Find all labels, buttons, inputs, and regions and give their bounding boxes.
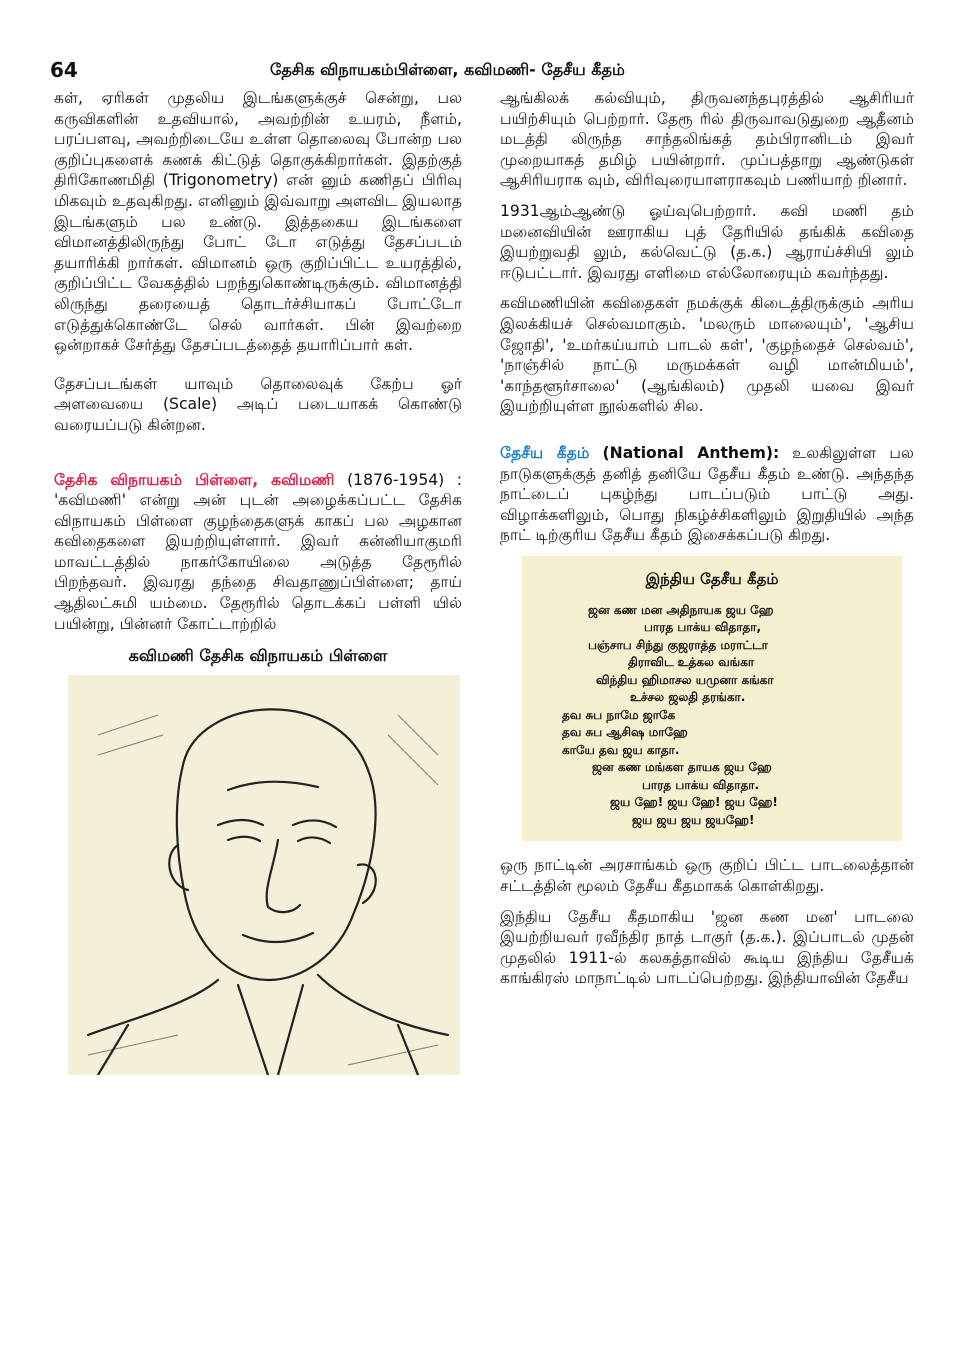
- anthem-box-title: இந்திய தேசீய கீதம்: [645, 569, 779, 588]
- left-paragraph-1: கள், ஏரிகள் முதலிய இடங்களுக்குச் சென்று, பல கருவிகளின் உதவியால், அவற்றின் உயரம், நீளம், பரப்பளவு, அவற்றிடையே உள்ள தொலைவு போன்ற பல குறிப்புகளைக் கணக் கிட்டுத் தொகுக்கிறார்கள். இதற்குத் திரிகோணமிதி (Trigonometry) என் னும் கணிதப் பிரிவு மிகவும் உதவுகிறது. எனினும் இவ்வாறு அளவிட இயலாத இடங்களும் பல உண்டு. இத்தகைய இடங்களை விமானத்திலிருந்து போட் டோ எடுத்து தேசப்படம் தயாரிக்கி றார்கள். விமானம் ஒரு குறிப்பிட்ட உயரத்தில், குறிப்பிட்ட வேகத்தில் பறந்துகொண்டிருக்கும். விமானத்தி லிருந்து தரையைத் தொடர்ச்சியாகப் போட்டோ எடுத்துக்கொண்டே செல் வார்கள். பின் இவற்றை ஒன்றாகச் சேர்த்து தேசப்படத்தைத் தயாரிப்பார் கள்.: [54, 89, 462, 355]
- anthem-line: பாரத பாக்ய விதாதா,: [644, 620, 762, 635]
- portrait-illustration: [68, 675, 460, 1075]
- running-head: தேசிக விநாயகம்பிள்ளை, கவிமணி- தேசீய கீதம்: [270, 60, 625, 79]
- anthem-intro-text: உலகிலுள்ள பல நாடுகளுக்குத் தனித் தனியே தேசீய கீதம் உண்டு. அந்தந்த நாட்டைப் புகழ்ந்து பாடப்படும் பாட்டு அது. விழாக்களிலும், பொது நிகழ்ச்சிகளிலும் இறுதியில் அந்த நாட் டிற்குரிய தேசீய கீதம் இசைக்கப்படு கிறது.: [500, 443, 914, 545]
- left-paragraph-2: தேசப்படங்கள் யாவும் தொலைவுக் கேற்ப ஓர் அளவையை (Scale) அடிப் படையாகக் கொண்டு வரையப்படு கின்றன.: [54, 374, 462, 434]
- right-paragraph-3: கவிமணியின் கவிதைகள் நமக்குக் கிடைத்திருக்கும் அரிய இலக்கியச் செல்வமாகும். 'மலரும் மாலையும்', 'ஆசிய ஜோதி', 'உமர்கய்யாம் பாடல் கள்', 'குழந்தைச் செல்வம்', 'நாஞ்சில் நாட்டு மருமக்கள் வழி மான்மியம்', 'காந்தளூர்சாலை' (ஆங்கிலம்) முதலி யவை இவர் இயற்றியுள்ள நூல்களில் சில.: [500, 294, 914, 416]
- anthem-line: தவ சுப நாமே ஜாகே: [562, 707, 676, 722]
- biography-text: (1876-1954) : 'கவிமணி' என்று அன் புடன் அழைக்கப்பட்ட தேசிக விநாயகம் பிள்ளை குழந்தைகளுக் காகப் பல அழகான கவிதைகளை இயற்றியுள்ளார். இவர் கன்னியாகுமரி மாவட்டத்தில் நாகர்கோயிலை அடுத்த தேரூரில் பிறந்தவர். இவரது தந்தை சிவதாணுப்பிள்ளை; தாய் ஆதிலட்சுமி யம்மை. தேரூரில் தொடக்கப் பள்ளி யில் பயின்று, பின்னர் கோட்டாற்றில்: [54, 470, 462, 633]
- anthem-line: ஜய ஜய ஜய ஜயஹே!: [632, 812, 755, 827]
- anthem-line: விந்திய ஹிமாசல யமுனா கங்கா: [596, 672, 774, 687]
- anthem-line: உச்சல ஜலதி தரங்கா.: [630, 690, 746, 705]
- right-paragraph-1: ஆங்கிலக் கல்வியும், திருவனந்தபுரத்தில் ஆசிரியர் பயிற்சியும் பெற்றார். தேரூ ரில் திருவாவடுதுறை ஆதீனம் மடத்தி லிருந்த சாந்தலிங்கத் தம்பிரானிடம் இவர் முறையாகத் தமிழ் பயின்றார். முப்பத்தாறு ஆண்டுகள் ஆசிரியராக வும், விரிவுரையாளராகவும் பணியாற் றினார்.: [500, 89, 914, 190]
- anthem-lines: [534, 602, 890, 830]
- anthem-line: காயே தவ ஜய காதா.: [562, 742, 680, 757]
- anthem-line: ஜய ஹே! ஜய ஹே! ஜய ஹே!: [610, 795, 778, 810]
- right-paragraph-5: இந்திய தேசீய கீதமாகிய 'ஜன கண மன' பாடலை இயற்றியவர் ரவீந்திர நாத் டாகுர் (த.க.). இப்பாடல் முதன் முதலில் 1911-ல் கலகத்தாவில் கூடிய இந்திய தேசீயக் காங்கிரஸ் மாநாட்டில் பாடப்பெற்றது. இந்தியாவின் தேசீய: [500, 907, 914, 988]
- right-paragraph-2: 1931ஆம்ஆண்டு ஓய்வுபெற்றார். கவி மணி தம் மனைவியின் ஊராகிய புத் தேரியில் தங்கிக் கவிதை இயற்றுவதி லும், கல்வெட்டு (த.க.) ஆராய்ச்சியி லும் ஈடுபட்டார். இவரது எளிமை எல்லோரையும் கவர்ந்தது.: [500, 201, 914, 282]
- anthem-line: திராவிட உத்கல வங்கா: [628, 655, 755, 670]
- portrait-sketch: [68, 675, 460, 1075]
- anthem-entry: [500, 443, 914, 546]
- anthem-line: ஜன கண மங்கள தாயக ஜய ஹே: [592, 760, 772, 775]
- anthem-line: தவ சுப ஆசிஷ மாஹே: [562, 725, 688, 740]
- right-paragraph-4: ஒரு நாட்டின் அரசாங்கம் ஒரு குறிப் பிட்ட பாடலைத்தான் சட்டத்தின் மூலம் தேசீய கீதமாகக் கொள்கிறது.: [500, 856, 914, 895]
- page-number: 64: [50, 58, 78, 82]
- anthem-heading-english: (National Anthem):: [602, 443, 780, 462]
- page-header: [50, 58, 906, 88]
- anthem-line: பஞ்சாப சிந்து குஜராத்த மராட்டா: [588, 637, 768, 652]
- anthem-line: பாரத பாக்ய விதாதா.: [642, 777, 760, 792]
- anthem-line: ஜன கண மன அதிநாயக ஜய ஹே: [588, 602, 774, 617]
- portrait-caption: கவிமணி தேசிக விநாயகம் பிள்ளை: [128, 646, 388, 666]
- biography-heading: தேசிக விநாயகம் பிள்ளை, கவிமணி: [54, 470, 335, 489]
- left-column: [54, 88, 462, 1075]
- anthem-box: [522, 556, 902, 842]
- anthem-heading: தேசீய கீதம்: [500, 443, 590, 462]
- right-column: [500, 88, 914, 999]
- biography-entry: [54, 470, 462, 635]
